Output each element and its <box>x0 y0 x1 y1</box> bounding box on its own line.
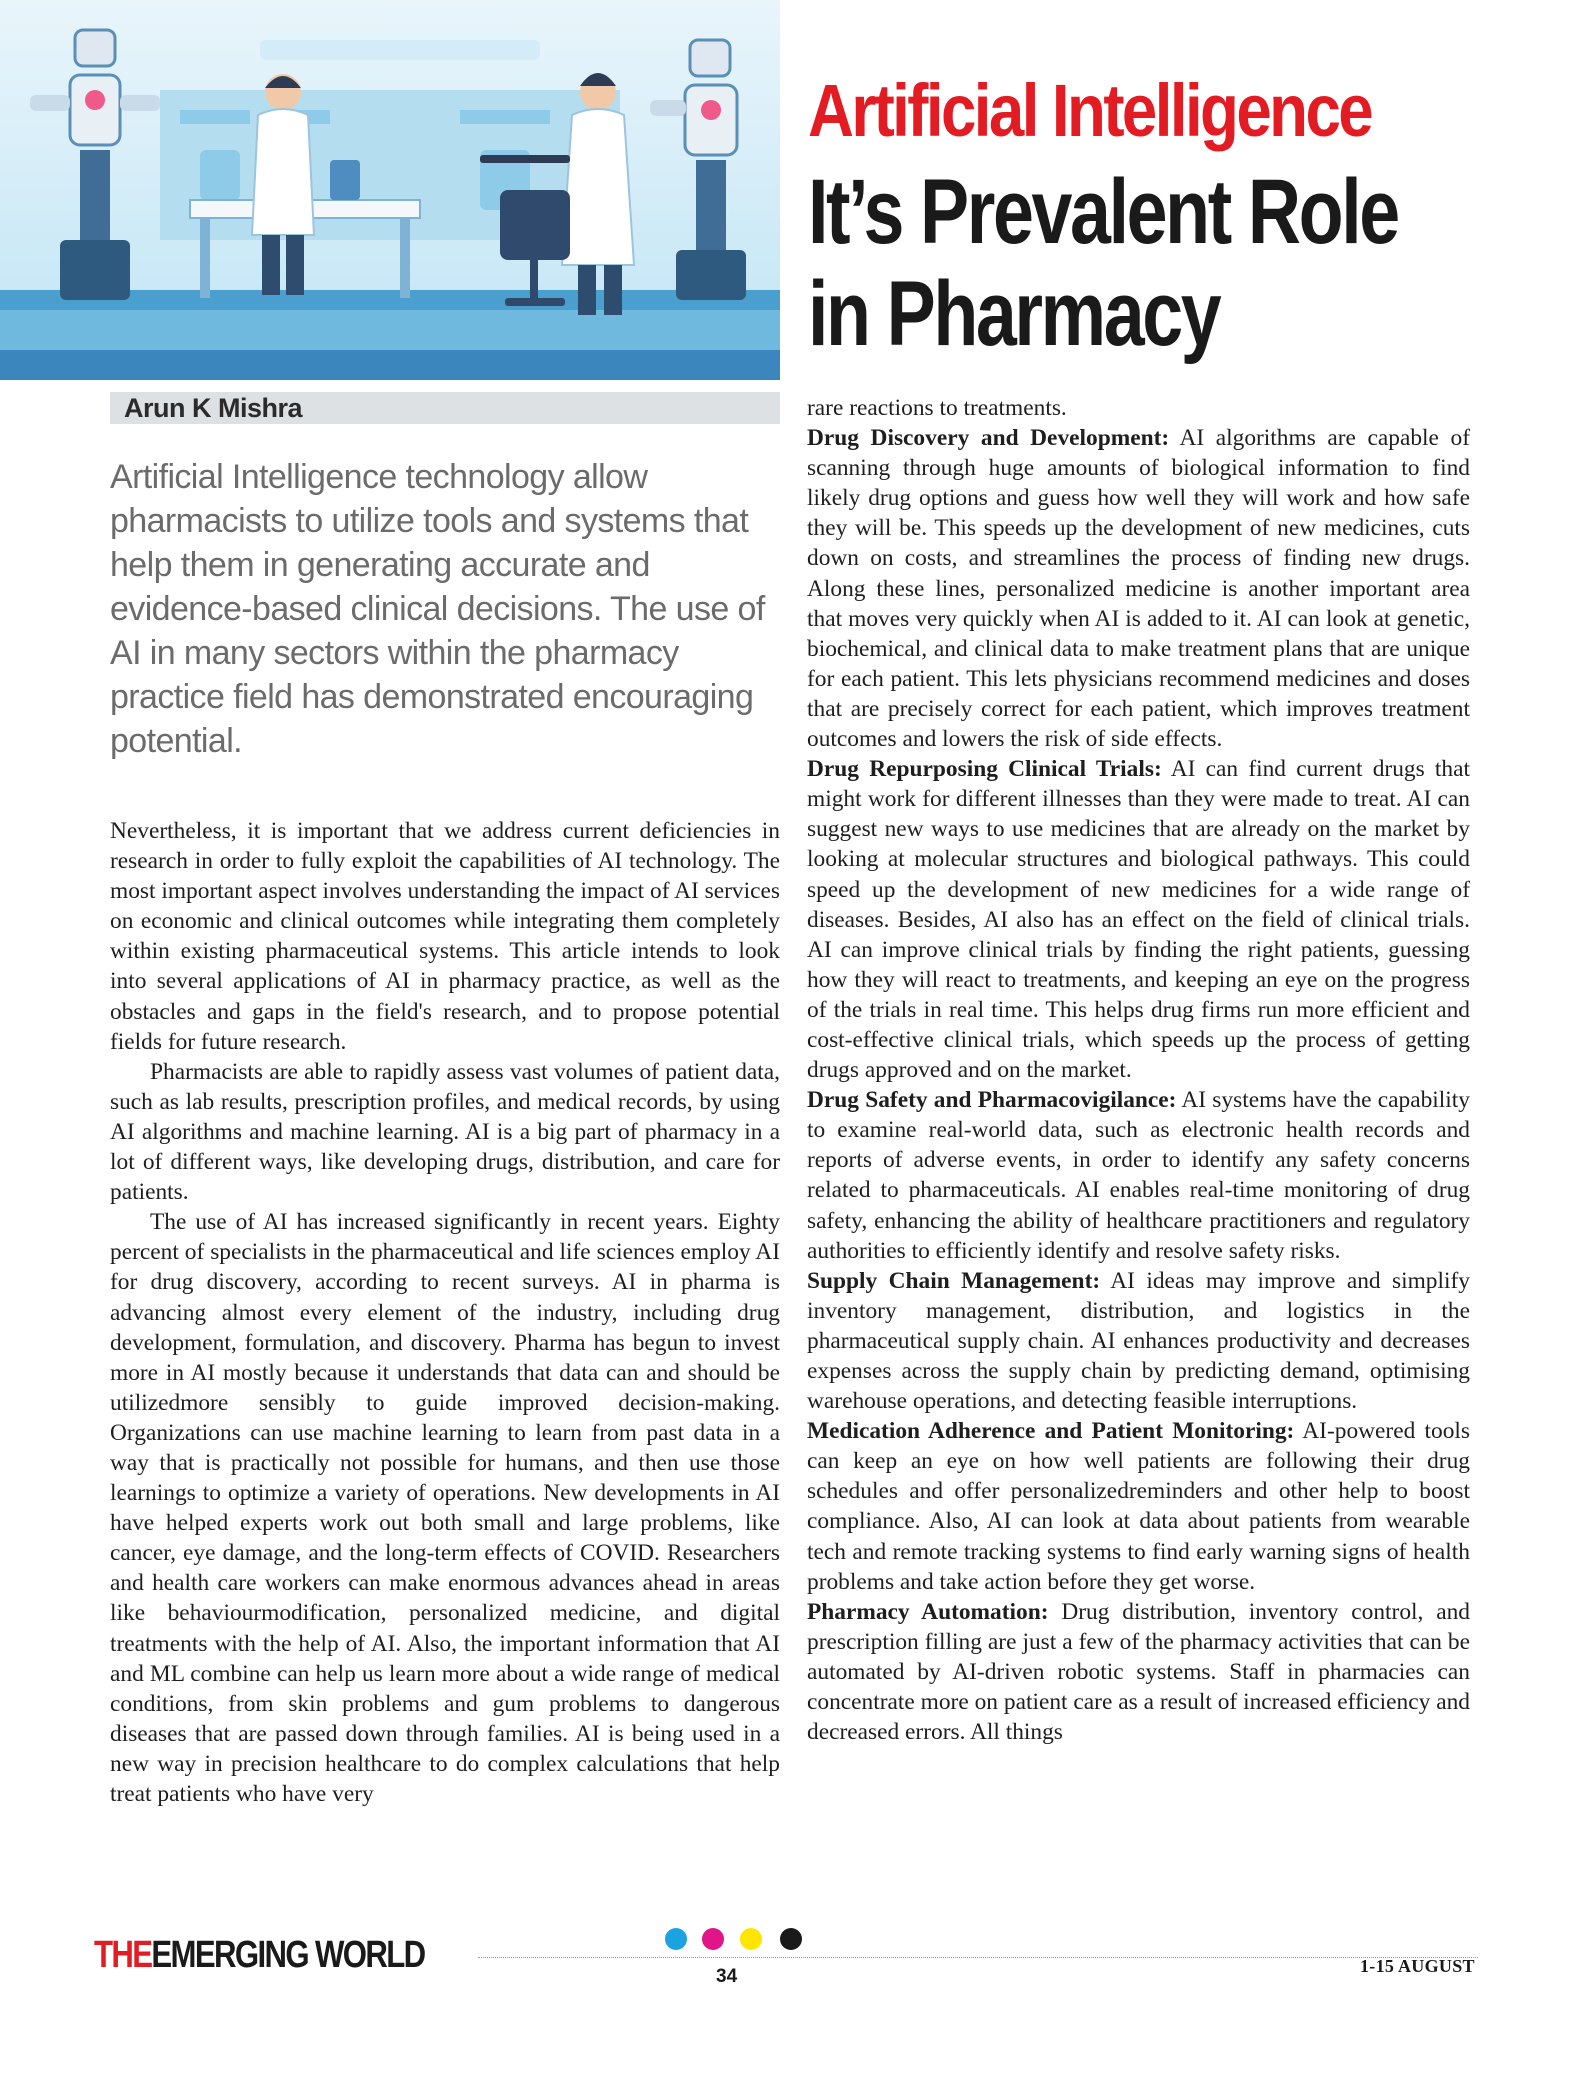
section-medication-adherence <box>807 1416 1470 1597</box>
issue-date: 1-15 AUGUST <box>1360 1956 1475 1976</box>
author-name: Arun K Mishra <box>124 393 303 423</box>
section-supply-chain <box>807 1266 1470 1416</box>
logo-rest: EMERGING WORLD <box>151 1934 425 1976</box>
section-text: AI algorithms are capable of scanning through huge amounts of biological information to find likely drug options and guess how well they will work and how safe they will be. This speeds up the development of new medicines, cuts down on costs, and streamlines the process of finding new drugs. Along these lines, personalized medicine is another important area that moves very quickly when AI is added to it. AI can look at genetic, biochemical, and clinical data to make treatment plans that are unique for each patient. This lets physicians recommend medicines and doses that are precisely correct for each patient, which improves treatment outcomes and lowers the risk of side effects. <box>807 425 1471 753</box>
section-text: Drug distribution, inventory control, and prescription filling are just a few of the pharmacy activities that can be automated by AI-driven robotic systems. Staff in pharmacies can concentrate more on patient care as a result of increased efficiency and decreased errors. All things <box>807 1598 1470 1746</box>
author-bar <box>110 392 780 424</box>
section-drug-safety <box>807 1085 1470 1266</box>
body-paragraph: Pharmacists are able to rapidly assess vast volumes of patient data, such as lab results, prescription profiles, and medical records, by using AI algorithms and machine learning. AI is a big part of pharmacy in a lot of different ways, like developing drugs, distribution, and care for patients. <box>110 1058 780 1206</box>
section-drug-repurposing <box>807 754 1470 1085</box>
section-text: AI-powered tools can keep an eye on how well patients are following their drug schedules and offer personalizedreminders and other help to boost compliance. Also, AI can look at data about patients from wearable tech and remote tracking systems to find early warning signs of health problems and take action before they get worse. <box>807 1418 1470 1595</box>
section-heading: Drug Safety and Pharmacovigilance: <box>807 1087 1177 1114</box>
title-line-2: It’s Prevalent Role <box>808 161 1398 263</box>
body-column-right <box>807 393 1470 1747</box>
section-drug-discovery <box>807 423 1470 754</box>
body-paragraph: rare reactions to treatments. <box>807 395 1067 421</box>
logo-the: THE <box>94 1934 152 1976</box>
section-heading: Drug Discovery and Development: <box>807 425 1170 452</box>
title-line-1: Artificial Intelligence <box>808 69 1372 152</box>
hero-illustration <box>0 0 780 380</box>
registration-dot-yellow <box>740 1928 762 1950</box>
registration-dot-cyan <box>665 1928 687 1950</box>
registration-dot-black <box>780 1928 802 1950</box>
footer-divider <box>478 1957 1478 1958</box>
body-column-left <box>110 816 780 1809</box>
publication-logo <box>94 1934 424 1977</box>
section-heading: Medication Adherence and Patient Monitoring: <box>807 1418 1295 1445</box>
section-pharmacy-automation <box>807 1597 1470 1747</box>
section-heading: Pharmacy Automation: <box>807 1598 1049 1625</box>
section-heading: Drug Repurposing Clinical Trials: <box>807 756 1162 783</box>
section-text: AI can find current drugs that might work for different illnesses than they were made to treat. AI can suggest new ways to use medicines that are already on the market by looking at molecular structures and biological pathways. This could speed up the development of new medicines for a wide range of diseases. Besides, AI also has an effect on the field of clinical trials. AI can improve clinical trials by finding the right patients, guessing how they will react to treatments, and keeping an eye on the progress of the trials in real time. This helps drug firms run more efficient and cost-effective clinical trials, which speeds up the process of getting drugs approved and on the market. <box>807 756 1470 1084</box>
body-paragraph: Nevertheless, it is important that we address current deficiencies in research in order to fully exploit the capabilities of AI technology. The most important aspect involves understanding the impact of AI services on economic and clinical outcomes while integrating them completely within existing pharmaceutical systems. This article intends to look into several applications of AI in pharmacy practice, as well as the obstacles and gaps in the field's research, and to propose potential fields for future research. <box>110 818 780 1055</box>
section-text: AI systems have the capability to examine real-world data, such as electronic health records and reports of adverse events, in order to identify any safety concerns related to pharmaceuticals. AI enables real-time monitoring of drug safety, enhancing the ability of healthcare practitioners and regulatory authorities to efficiently identify and resolve safety risks. <box>807 1087 1470 1264</box>
registration-dot-magenta <box>702 1928 724 1950</box>
body-paragraph: The use of AI has increased significantly in recent years. Eighty percent of specialists in the pharmaceutical and life sciences employ AI for drug discovery, according to recent surveys. AI in pharma is advancing almost every element of the industry, including drug development, formulation, and discovery. Pharma has begun to invest more in AI mostly because it understands that data can and should be utilizedmore sensibly to guide improved decision-making. Organizations can use machine learning to learn from past data in a way that is practically not possible for humans, and then use those learnings to optimize a variety of operations. New developments in AI have helped experts work out both small and large problems, like cancer, eye damage, and the long-term effects of COVID. Researchers and health care workers can make enormous advances ahead in areas like behaviourmodification, personalized medicine, and digital treatments with the help of AI. Also, the important information that AI and ML combine can help us learn more about a wide range of medical conditions, from skin problems and gum problems to dangerous diseases that are passed down through families. AI is being used in a new way in precision healthcare to do complex calculations that help treat patients who have very <box>110 1209 780 1807</box>
page-number: 34 <box>716 1966 738 1987</box>
title-line-3: in Pharmacy <box>808 263 1220 365</box>
section-text: AI ideas may improve and simplify inventory management, distribution, and logistics in the pharmaceutical supply chain. AI enhances productivity and decreases expenses across the supply chain by predicting demand, optimising warehouse operations, and detecting feasible interruptions. <box>807 1267 1470 1415</box>
section-heading: Supply Chain Management: <box>807 1267 1101 1294</box>
intro-standfirst: Artificial Intelligence technology allow pharmacists to utilize tools and systems that help them in generating accurate and evidence-based clinical decisions. The use of AI in many sectors within the pharmacy practice field has demonstrated encouraging potential. <box>110 458 765 760</box>
